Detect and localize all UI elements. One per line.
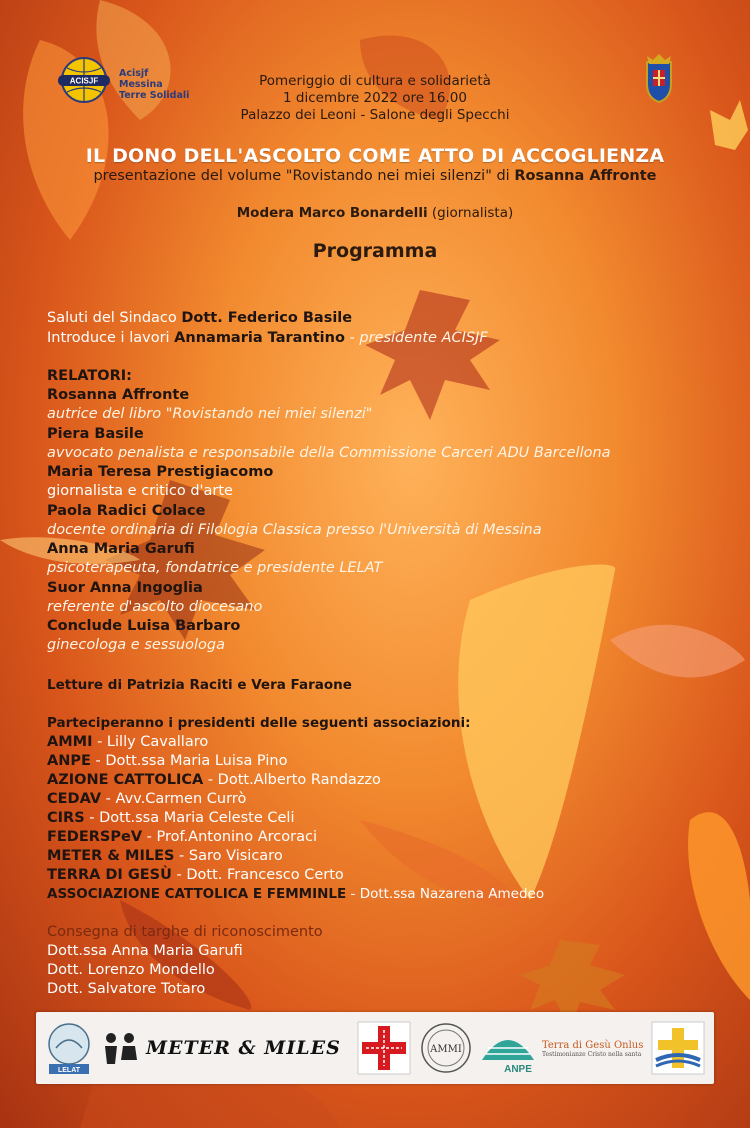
saluti-prefix: Saluti del Sindaco xyxy=(47,310,177,326)
association-name: CEDAV xyxy=(47,791,102,807)
relatore-role: docente ordinaria di Filologia Classica presso l'Università di Messina xyxy=(47,522,542,538)
relatore-role: autrice del libro "Rovistando nei miei silenzi" xyxy=(47,406,373,422)
association-president: - Avv.Carmen Currò xyxy=(101,791,247,807)
logo-text: ACISJF xyxy=(69,76,99,86)
premiato: Dott.ssa Anna Maria Garufi xyxy=(47,943,243,959)
relatore-role: referente d'ascolto diocesano xyxy=(47,599,263,615)
programma-heading: Programma xyxy=(312,240,438,262)
association-name: METER & MILES xyxy=(47,848,175,864)
anpe-logo xyxy=(478,1020,538,1076)
saluti-line xyxy=(47,309,352,328)
subtitle-author: Rosanna Affronte xyxy=(514,168,657,184)
sponsor-logo-bar xyxy=(36,1012,714,1084)
association-president: - Saro Visicaro xyxy=(174,848,283,864)
association-name: AZIONE CATTOLICA xyxy=(47,772,204,788)
ammi-label: AMMI xyxy=(430,1044,462,1055)
relatore-name: Conclude Luisa Barbaro xyxy=(47,618,241,634)
anpe-emblem-icon xyxy=(478,1020,538,1076)
family-figures-icon xyxy=(100,1020,140,1076)
lelat-logo xyxy=(44,1020,94,1076)
moderator xyxy=(0,205,750,221)
moderator-name: Modera Marco Bonardelli xyxy=(236,205,428,221)
relatore-name: Maria Teresa Prestigiacomo xyxy=(47,464,274,480)
introduce-prefix: Introduce i lavori xyxy=(47,330,170,346)
premiato: Dott. Salvatore Totaro xyxy=(47,981,206,997)
letture-line: Letture di Patrizia Raciti e Vera Faraone xyxy=(47,677,352,693)
relatore-name: Paola Radici Colace xyxy=(47,503,206,519)
event-venue: Palazzo dei Leoni - Salone degli Specchi xyxy=(240,107,510,123)
relatore-name: Rosanna Affronte xyxy=(47,387,190,403)
subtitle-prefix: presentazione del volume "Rovistando nei miei silenzi" di xyxy=(93,168,510,184)
association-name: ASSOCIAZIONE CATTOLICA E FEMMINLE xyxy=(47,886,347,902)
relatori-heading: RELATORI: xyxy=(47,368,132,384)
association-line xyxy=(47,733,208,752)
org-name-line2: Terre Solidali xyxy=(119,90,190,101)
association-name: TERRA DI GESÙ xyxy=(47,867,172,883)
relatore-name: Suor Anna Ingoglia xyxy=(47,580,203,596)
association-line xyxy=(47,771,381,790)
association-name: AMMI xyxy=(47,734,93,750)
anpe-label: ANPE xyxy=(504,1064,532,1075)
caritas-logo xyxy=(356,1020,412,1076)
introduce-line xyxy=(47,329,488,348)
premiato: Dott. Lorenzo Mondello xyxy=(47,962,215,978)
parteciperanno-heading: Parteciperanno i presidenti delle seguenti associazioni: xyxy=(47,715,471,731)
event-date: 1 dicembre 2022 ore 16.00 xyxy=(283,90,467,106)
ammi-emblem-icon xyxy=(418,1020,474,1076)
association-line xyxy=(47,847,283,866)
event-title: IL DONO DELL'ASCOLTO COME ATTO DI ACCOGLIENZA xyxy=(85,145,665,167)
association-name: CIRS xyxy=(47,810,85,826)
terra-logo-line2: Testimonianze Cristo nella santa xyxy=(542,1051,642,1058)
association-line xyxy=(47,885,544,904)
azione-cattolica-logo xyxy=(650,1020,706,1076)
event-tagline: Pomeriggio di cultura e solidarietà xyxy=(259,73,491,89)
saluti-name: Dott. Federico Basile xyxy=(181,310,353,326)
association-president: - Dott.Alberto Randazzo xyxy=(203,772,381,788)
event-subtitle xyxy=(0,168,750,184)
lelat-label: LELAT xyxy=(57,1067,81,1074)
association-name: ANPE xyxy=(47,753,91,769)
introduce-name: Annamaria Tarantino xyxy=(174,330,345,346)
association-president: - Dott. Francesco Certo xyxy=(171,867,344,883)
relatore-role: avvocato penalista e responsabile della Commissione Carceri ADU Barcellona xyxy=(47,445,611,461)
association-line xyxy=(47,790,246,809)
association-name: FEDERSPeV xyxy=(47,829,143,845)
relatore-name: Anna Maria Garufi xyxy=(47,541,195,557)
relatore-role: ginecologa e sessuologa xyxy=(47,637,225,653)
relatore-name: Piera Basile xyxy=(47,426,144,442)
association-line xyxy=(47,866,344,885)
association-president: - Lilly Cavallaro xyxy=(92,734,209,750)
org-name-line1: Acisjf Messina xyxy=(119,68,163,90)
lelat-emblem-icon xyxy=(44,1020,94,1076)
terra-logo-line1: Terra di Gesù Onlus xyxy=(542,1040,644,1051)
caritas-cross-icon xyxy=(356,1020,412,1076)
terra-di-gesu-logo xyxy=(542,1020,642,1076)
relatore-role: psicoterapeuta, fondatrice e presidente LELAT xyxy=(47,560,383,576)
ammi-logo xyxy=(418,1020,474,1076)
association-president: - Prof.Antonino Arcoraci xyxy=(142,829,317,845)
association-president: - Dott.ssa Nazarena Amedeo xyxy=(346,886,545,902)
association-line xyxy=(47,752,287,771)
meter-miles-logo: METER & MILES xyxy=(146,1037,341,1059)
consegna-heading: Consegna di targhe di riconoscimento xyxy=(47,924,323,940)
association-president: - Dott.ssa Maria Celeste Celi xyxy=(84,810,295,826)
family-logo xyxy=(100,1020,140,1076)
association-line xyxy=(47,809,294,828)
moderator-role: (giornalista) xyxy=(431,205,514,221)
introduce-role: - presidente ACISJF xyxy=(349,330,488,346)
association-line xyxy=(47,828,317,847)
association-president: - Dott.ssa Maria Luisa Pino xyxy=(90,753,288,769)
relatore-role: giornalista e critico d'arte xyxy=(47,483,233,499)
cross-emblem-icon xyxy=(650,1020,706,1076)
